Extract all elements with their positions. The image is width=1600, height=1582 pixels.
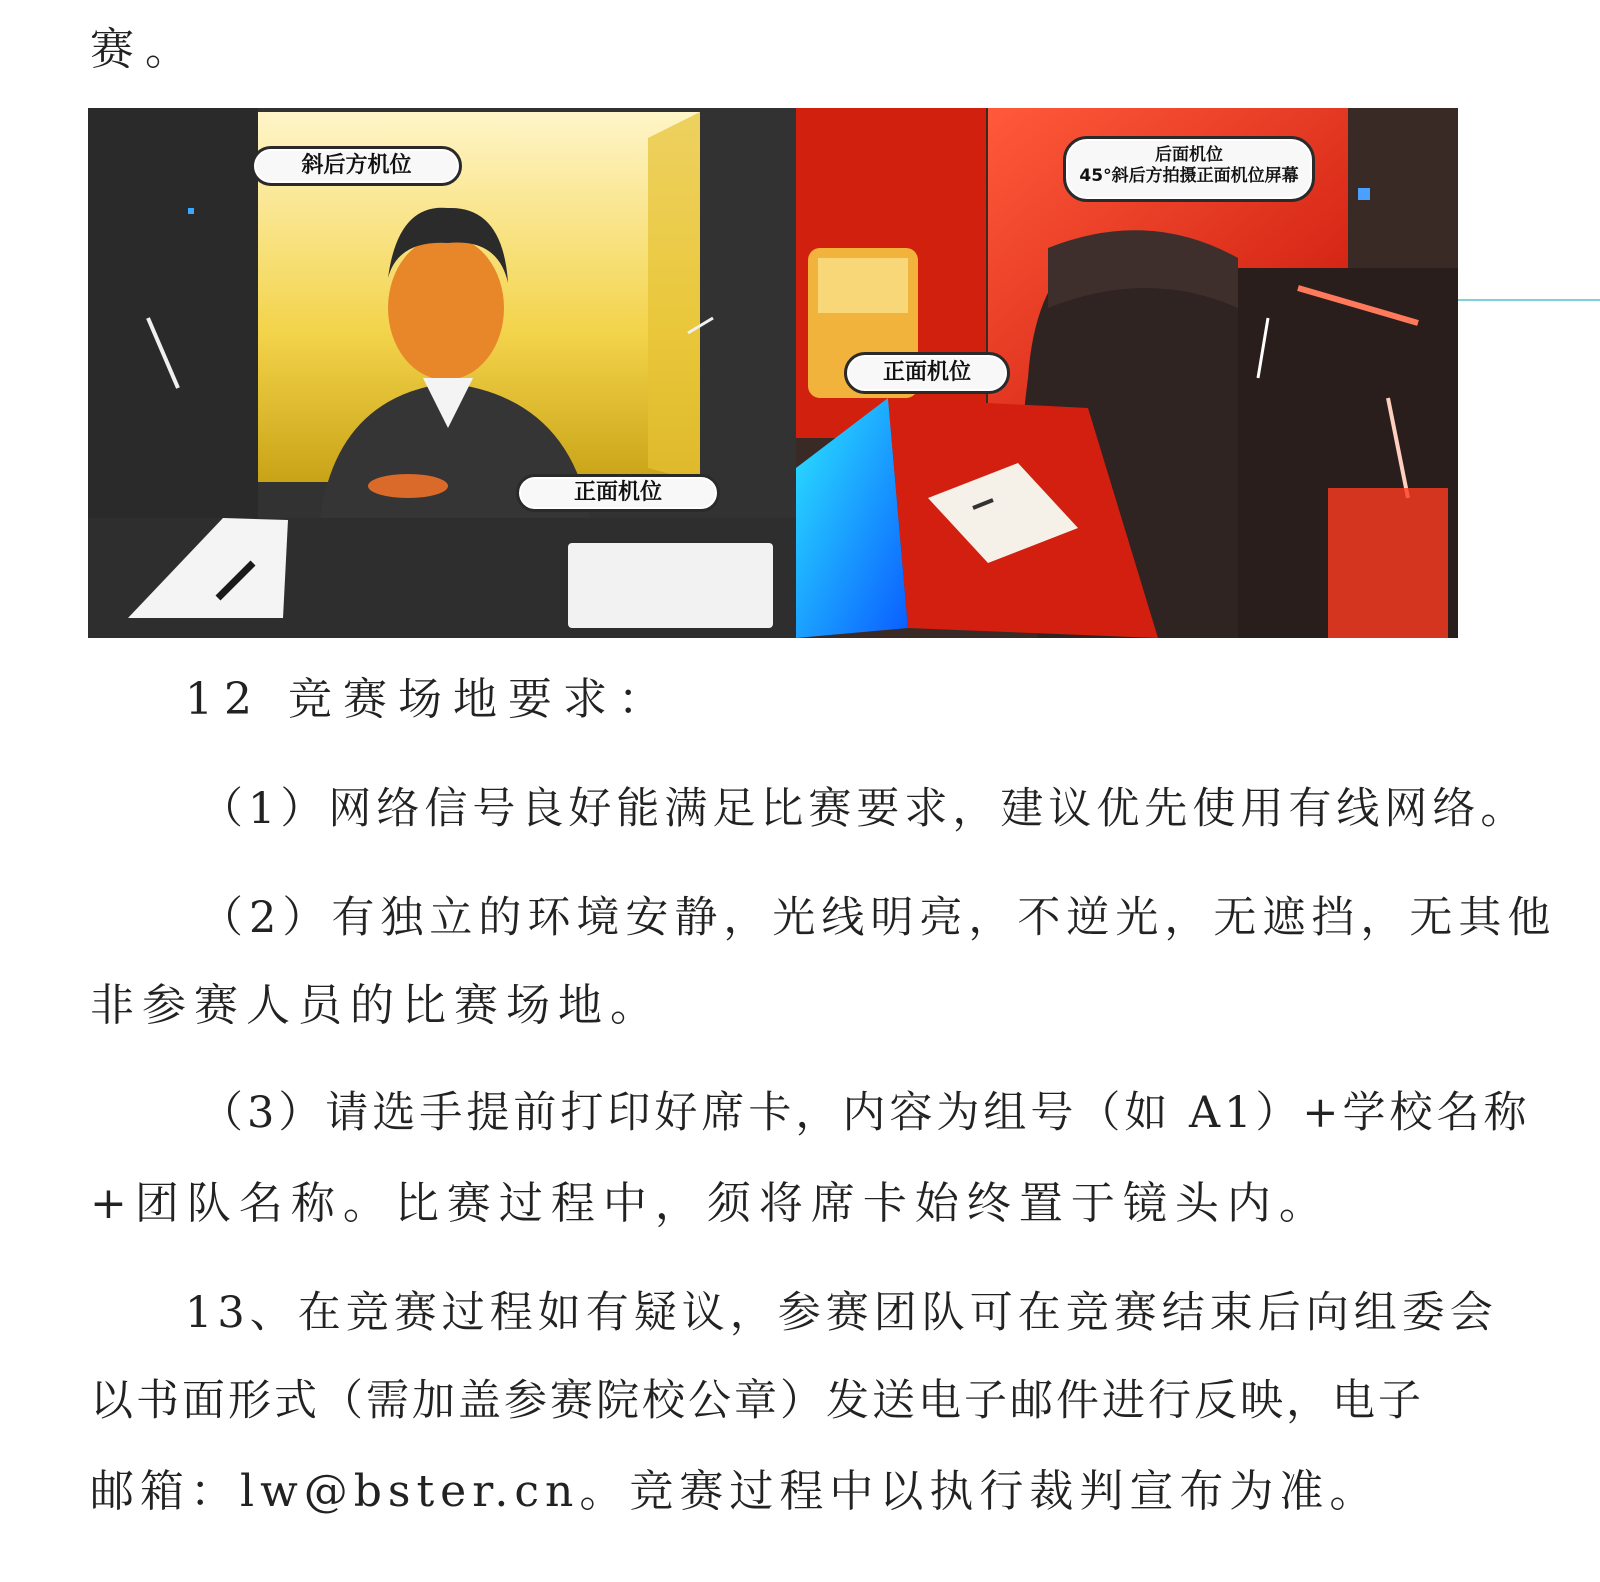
label-front-left-text: 正面机位 [573, 480, 662, 505]
label-side-rear-camera [251, 146, 462, 186]
label-rear-camera [1063, 136, 1315, 202]
top-fragment-text: 赛。 [90, 24, 200, 75]
label-front-camera-right [844, 352, 1010, 394]
item-3-line2: +团队名称。比赛过程中，须将席卡始终置于镜头内。 [90, 1178, 1331, 1229]
label-rear-line2: 45°斜后方拍摄正面机位屏幕 [1079, 166, 1299, 187]
section-13-line2: 以书面形式（需加盖参赛院校公章）发送电子邮件进行反映，电子 [90, 1376, 1424, 1426]
label-front-camera-left [516, 474, 720, 512]
section-13-line3: 邮箱：lw@bster.cn。竞赛过程中以执行裁判宣布为准。 [90, 1466, 1380, 1517]
item-2-line2: 非参赛人员的比赛场地。 [90, 980, 662, 1031]
camera-setup-photo [88, 108, 1458, 638]
label-rear-line1: 后面机位 [1155, 145, 1223, 165]
left-photo-panel [88, 108, 796, 638]
item-1-text: （1）网络信号良好能满足比赛要求，建议优先使用有线网络。 [200, 784, 1529, 834]
section-12-heading: 12 竞赛场地要求： [185, 674, 673, 725]
item-2-line1: （2）有独立的环境安静，光线明亮，不逆光，无遮挡，无其他 [200, 893, 1557, 943]
margin-rule-line [1458, 299, 1600, 301]
item-3-line1: （3）请选手提前打印好席卡，内容为组号（如 A1）+学校名称 [200, 1088, 1531, 1138]
label-front-right-text: 正面机位 [882, 360, 971, 385]
section-13-line1: 13、在竞赛过程如有疑议，参赛团队可在竞赛结束后向组委会 [185, 1288, 1498, 1338]
label-side-rear-text: 斜后方机位 [301, 153, 412, 178]
